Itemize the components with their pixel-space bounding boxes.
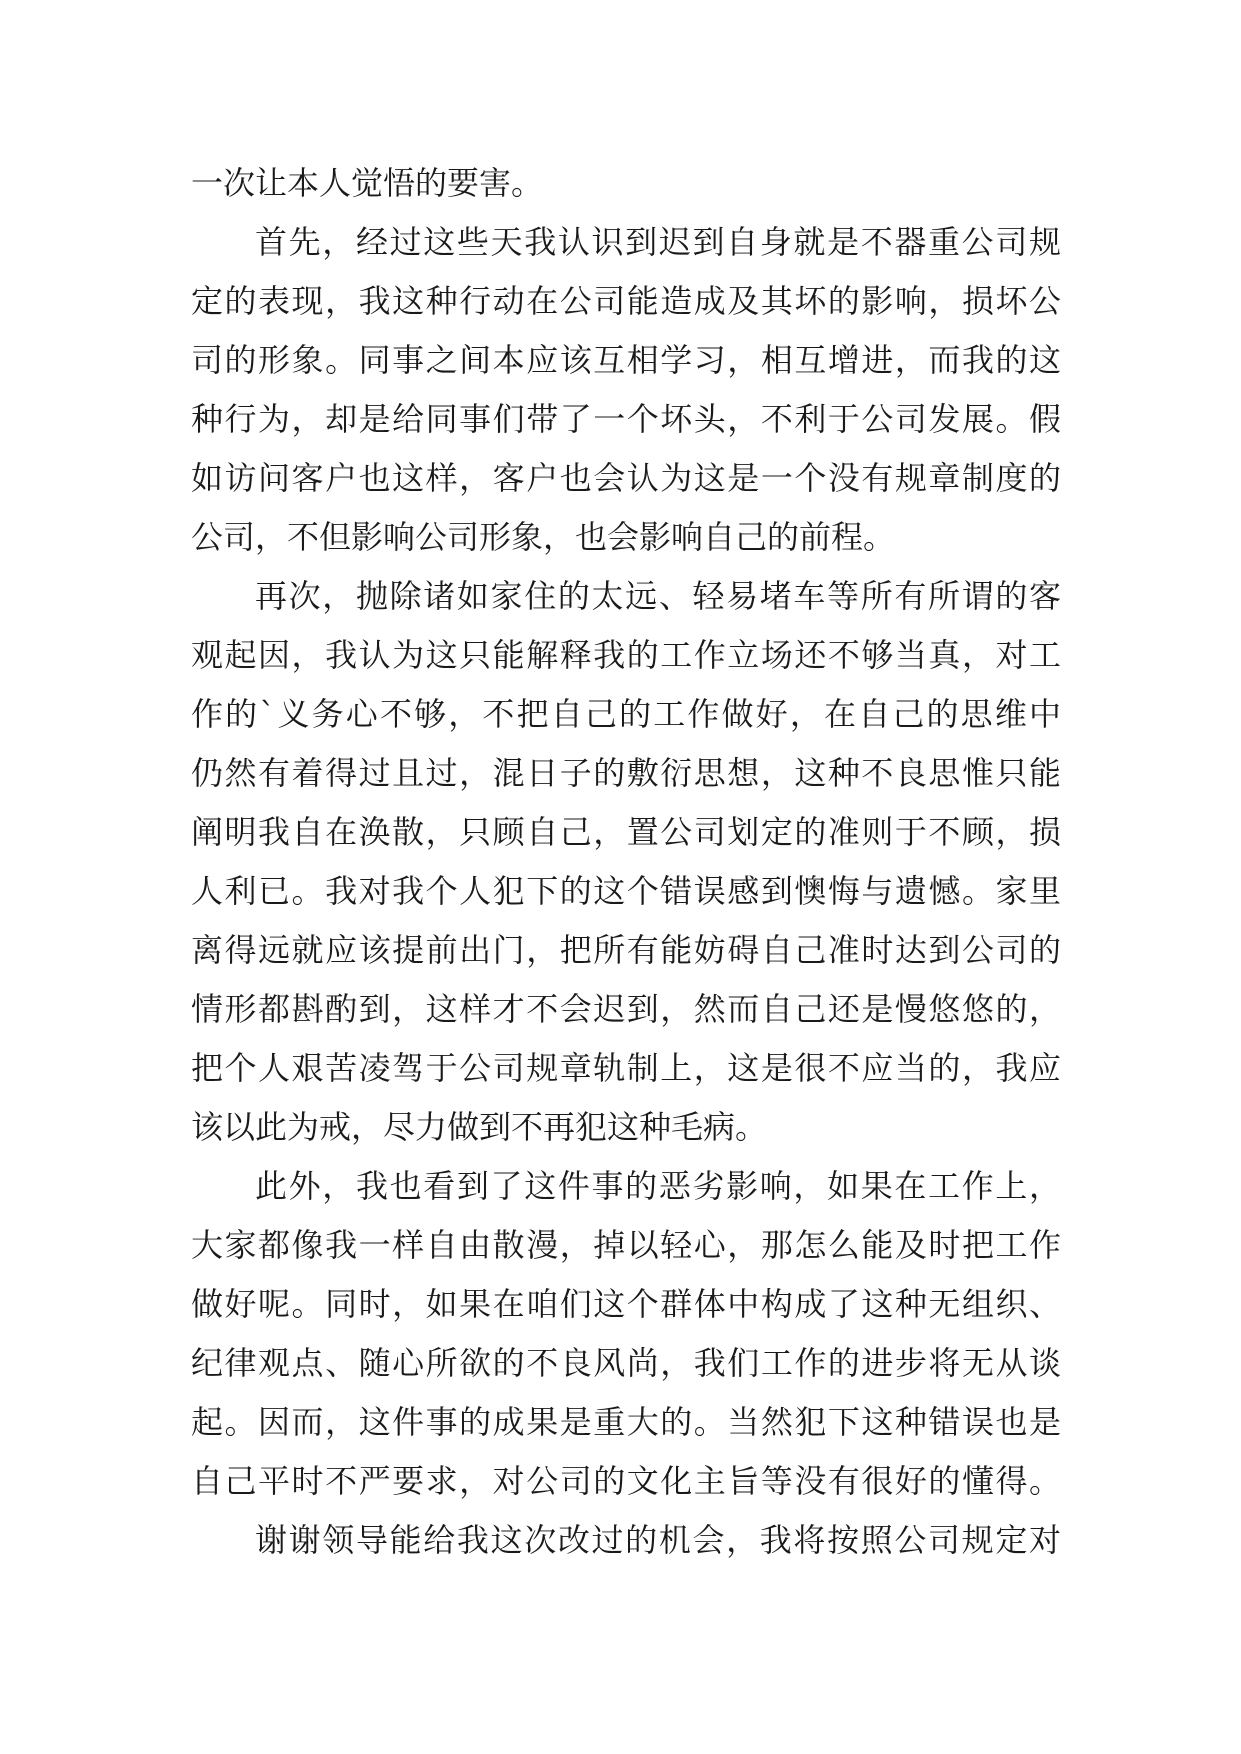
text-line: 把个人艰苦凌驾于公司规章轨制上，这是很不应当的，我应 (191, 1049, 1061, 1087)
text-line: 观起因，我认为这只能解释我的工作立场还不够当真，对工 (191, 636, 1061, 674)
text-line: 谢谢领导能给我这次改过的机会，我将按照公司规定对 (255, 1521, 1061, 1559)
text-line: 一次让本人觉悟的要害。 (191, 164, 544, 202)
text-line: 再次，抛除诸如家住的太远、轻易堵车等所有所谓的客 (255, 577, 1061, 615)
text-line: 作的`义务心不够，不把自己的工作做好，在自己的思维中 (191, 695, 1061, 733)
text-line: 司的形象。同事之间本应该互相学习，相互增进，而我的这 (191, 341, 1061, 379)
text-line: 做好呢。同时，如果在咱们这个群体中构成了这种无组织、 (191, 1285, 1061, 1323)
text-line: 离得远就应该提前出门，把所有能妨碍自己准时达到公司的 (191, 931, 1061, 969)
text-line: 纪律观点、随心所欲的不良风尚，我们工作的进步将无从谈 (191, 1344, 1061, 1382)
text-line: 起。因而，这件事的成果是重大的。当然犯下这种错误也是 (191, 1403, 1061, 1441)
document-body (191, 154, 1061, 1570)
text-line: 种行为，却是给同事们带了一个坏头，不利于公司发展。假 (191, 400, 1061, 438)
text-line: 该以此为戒，尽力做到不再犯这种毛病。 (191, 1108, 768, 1146)
text-line: 此外，我也看到了这件事的恶劣影响，如果在工作上， (255, 1167, 1061, 1205)
text-line: 仍然有着得过且过，混日子的敷衍思想，这种不良思惟只能 (191, 754, 1061, 792)
text-line: 首先，经过这些天我认识到迟到自身就是不器重公司规 (255, 223, 1061, 261)
text-line: 定的表现，我这种行动在公司能造成及其坏的影响，损坏公 (191, 282, 1061, 320)
text-line: 阐明我自在涣散，只顾自己，置公司划定的准则于不顾，损 (191, 813, 1061, 851)
text-line: 大家都像我一样自由散漫，掉以轻心，那怎么能及时把工作 (191, 1226, 1061, 1264)
text-line: 情形都斟酌到，这样才不会迟到，然而自己还是慢悠悠的， (191, 990, 1061, 1028)
text-line: 如访问客户也这样，客户也会认为这是一个没有规章制度的 (191, 459, 1061, 497)
text-line: 自己平时不严要求，对公司的文化主旨等没有很好的懂得。 (191, 1462, 1061, 1500)
text-line: 公司，不但影响公司形象，也会影响自己的前程。 (191, 518, 896, 556)
text-line: 人利已。我对我个人犯下的这个错误感到懊悔与遗憾。家里 (191, 872, 1061, 910)
